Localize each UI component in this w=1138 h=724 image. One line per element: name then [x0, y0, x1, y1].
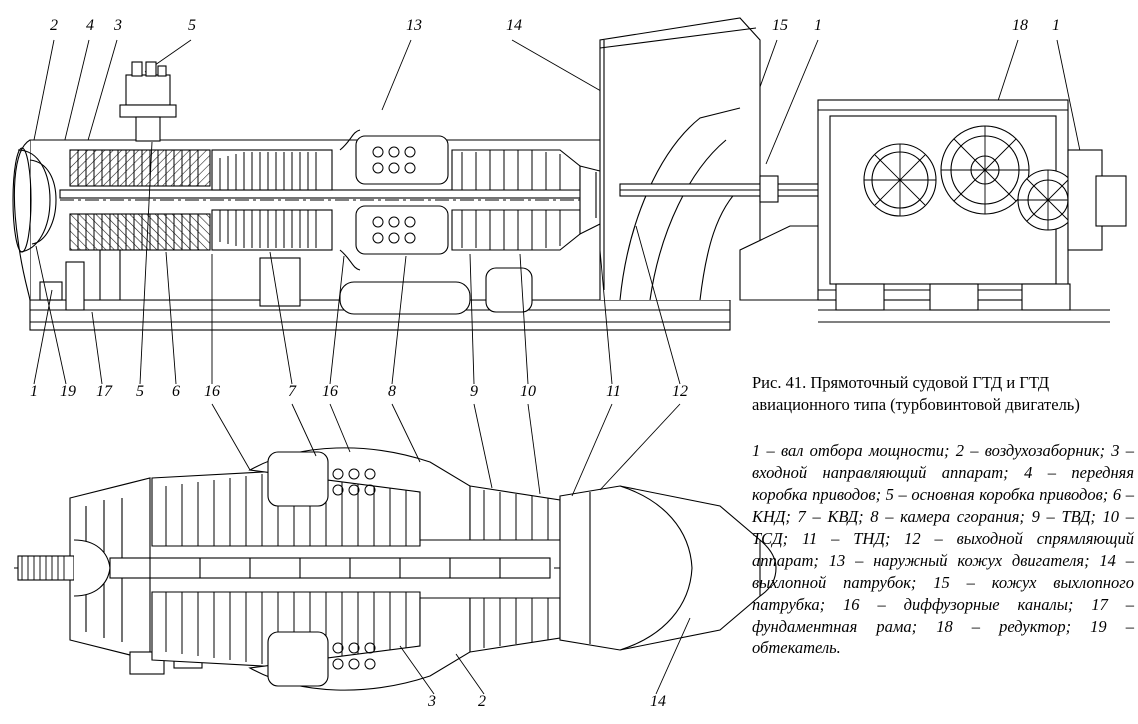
callout-number: 1: [814, 17, 822, 34]
callout-number: 14: [650, 693, 666, 710]
callout-number: 14: [506, 17, 522, 34]
callout-number: 2: [478, 693, 486, 710]
callout-number: 8: [388, 383, 396, 400]
callout-number: 5: [136, 383, 144, 400]
callout-number: 4: [86, 17, 94, 34]
bottom-exhaust-nozzle: [560, 486, 776, 650]
bottom-engine-assembly: [14, 404, 776, 694]
figure-caption: Рис. 41. Прямоточный судовой ГТД и ГТД авиационного типа (турбовинтовой двигатель): [752, 373, 1080, 414]
callout-number: 7: [288, 383, 296, 400]
callout-number: 1: [1052, 17, 1060, 34]
top-drive-gearbox: [120, 62, 176, 141]
callout-number: 17: [96, 383, 112, 400]
callout-number: 3: [428, 693, 436, 710]
callout-number: 3: [114, 17, 122, 34]
callout-number: 10: [520, 383, 536, 400]
figure-legend: 1 – вал отбора мощности; 2 – воздухозаборник; 3 – входной направляющий аппарат; 4 – передняя коробка приводов; 5 – основная коробка приводов; 6 – КНД; 7 – КВД; 8 – камера сгорания; 9 – ТВД; 10 – ТСД; 11 – ТНД; 12 – выходной спрямляющий аппарат; 13 – наружный кожух двигателя; 14 – выхлопной патрубок; 15 – кожух выхлопного патрубка; 16 – диффузорные каналы; 17 – фундаментная рама; 18 – редуктор; 19 – обтекатель.: [752, 441, 1134, 658]
callout-number: 1: [30, 383, 38, 400]
callout-number: 11: [606, 383, 621, 400]
callout-number: 15: [772, 17, 788, 34]
callout-number: 16: [322, 383, 338, 400]
callout-number: 5: [188, 17, 196, 34]
callout-number: 6: [172, 383, 180, 400]
callout-number: 12: [672, 383, 688, 400]
callout-number: 9: [470, 383, 478, 400]
callout-number: 13: [406, 17, 422, 34]
callout-number: 2: [50, 17, 58, 34]
callout-number: 18: [1012, 17, 1028, 34]
callout-number: 19: [60, 383, 76, 400]
top-engine-assembly: [13, 18, 1126, 384]
callout-number: 16: [204, 383, 220, 400]
top-exhaust-hood: [600, 18, 760, 300]
